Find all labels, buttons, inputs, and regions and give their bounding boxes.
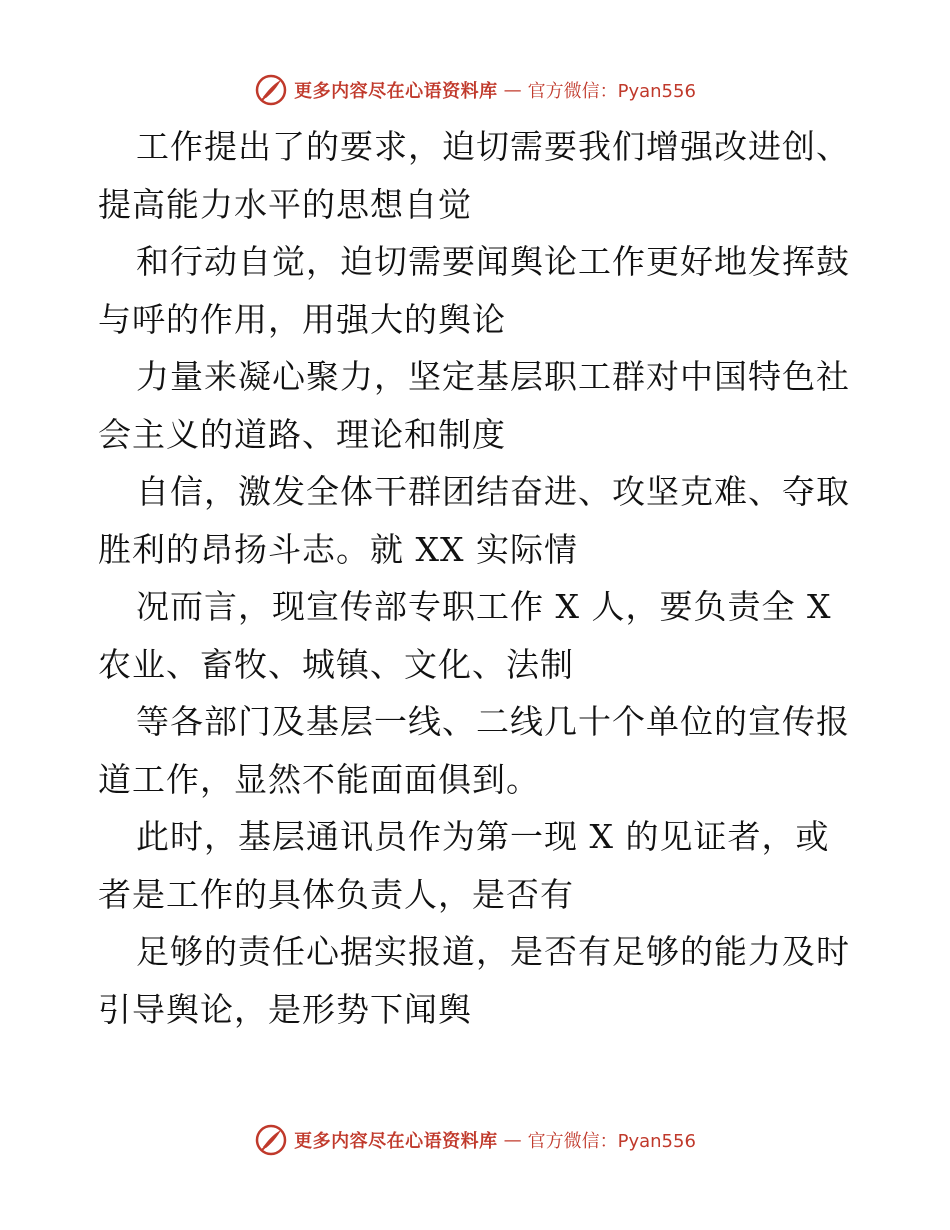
footer-brand-text: 更多内容尽在心语资料库 bbox=[294, 1131, 498, 1152]
text-line: 等各部门及基层一线、二线几十个单位的宣传报 bbox=[136, 702, 850, 741]
header-contact: 官方微信：Pyan556 bbox=[527, 81, 696, 102]
text-line: 引导舆论，是形势下闻舆 bbox=[98, 989, 472, 1029]
text-line: 农业、畜牧、城镇、文化、法制 bbox=[98, 644, 574, 684]
text-line: 者是工作的具体负责人，是否有 bbox=[98, 874, 574, 914]
text-line: 胜利的昂扬斗志。就 XX 实际情 bbox=[98, 529, 578, 569]
text-line: 会主义的道路、理论和制度 bbox=[98, 414, 506, 454]
text-line: 与呼的作用，用强大的舆论 bbox=[98, 299, 506, 339]
header-separator: — bbox=[503, 79, 522, 101]
header-brand-text: 更多内容尽在心语资料库 bbox=[294, 81, 498, 102]
text-line: 况而言，现宣传部专职工作 X 人，要负责全 X bbox=[136, 587, 832, 626]
document-body bbox=[98, 118, 858, 1038]
text-line: 自信，激发全体干群团结奋进、攻坚克难、夺取 bbox=[136, 472, 850, 511]
page-header bbox=[0, 70, 950, 110]
footer-brand bbox=[254, 1123, 696, 1157]
footer-contact: 官方微信：Pyan556 bbox=[527, 1131, 696, 1152]
page-footer bbox=[0, 1120, 950, 1160]
text-line: 此时，基层通讯员作为第一现 X 的见证者，或 bbox=[136, 817, 830, 856]
header-brand bbox=[254, 73, 696, 107]
text-line: 提高能力水平的思想自觉 bbox=[98, 184, 472, 224]
text-line: 道工作，显然不能面面俱到。 bbox=[98, 759, 540, 799]
text-line: 和行动自觉，迫切需要闻舆论工作更好地发挥鼓 bbox=[136, 242, 850, 281]
quill-seal-icon bbox=[254, 73, 288, 107]
quill-seal-icon bbox=[254, 1123, 288, 1157]
text-line: 工作提出了的要求，迫切需要我们增强改进创、 bbox=[136, 127, 850, 166]
text-line: 足够的责任心据实报道，是否有足够的能力及时 bbox=[136, 932, 850, 971]
footer-separator: — bbox=[503, 1129, 522, 1151]
text-line: 力量来凝心聚力，坚定基层职工群对中国特色社 bbox=[136, 357, 850, 396]
